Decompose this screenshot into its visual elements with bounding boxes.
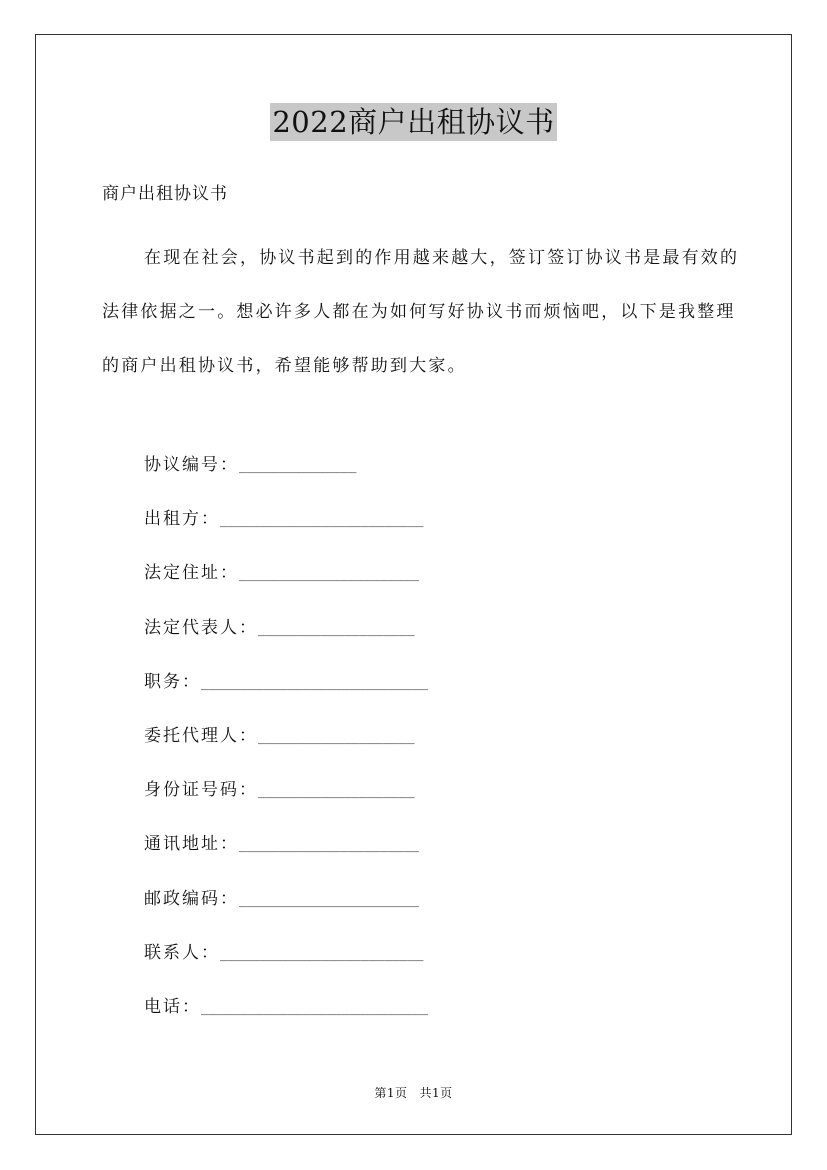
form-fields bbox=[144, 450, 428, 1046]
field-agent bbox=[144, 721, 428, 775]
fill-blank: _______________________ bbox=[239, 567, 420, 583]
field-label: 通讯地址： bbox=[144, 834, 239, 855]
field-lessor bbox=[144, 504, 428, 558]
field-mailing-address bbox=[144, 829, 428, 883]
field-label: 法定代表人： bbox=[144, 617, 258, 638]
fill-blank: _____________________________ bbox=[201, 1000, 428, 1016]
field-agreement-number bbox=[144, 450, 428, 504]
field-label: 电话： bbox=[144, 996, 201, 1017]
fill-blank: _______________ bbox=[239, 459, 357, 474]
field-label: 协议编号： bbox=[144, 455, 239, 475]
fill-blank: __________________________ bbox=[220, 513, 424, 529]
field-label: 委托代理人： bbox=[144, 725, 258, 746]
field-label: 法定住址： bbox=[144, 563, 239, 584]
field-legal-representative bbox=[144, 613, 428, 667]
field-position bbox=[144, 667, 428, 721]
fill-blank: _____________________________ bbox=[201, 675, 428, 691]
field-label: 联系人： bbox=[144, 942, 220, 963]
document-title: 2022商户出租协议书 bbox=[272, 105, 555, 139]
field-label: 邮政编码： bbox=[144, 888, 239, 909]
page-number-total: 共1页 bbox=[419, 1086, 453, 1100]
page-number-current: 第1页 bbox=[374, 1086, 408, 1100]
field-id-number bbox=[144, 775, 428, 829]
field-label: 职务： bbox=[144, 671, 201, 692]
field-legal-address bbox=[144, 558, 428, 612]
field-postal-code bbox=[144, 884, 428, 938]
fill-blank: ____________________ bbox=[258, 729, 415, 745]
page-footer bbox=[0, 1083, 827, 1103]
field-phone bbox=[144, 992, 428, 1046]
fill-blank: __________________________ bbox=[220, 946, 424, 962]
document-subtitle: 商户出租协议书 bbox=[102, 184, 228, 204]
fill-blank: ____________________ bbox=[258, 621, 415, 637]
field-label: 身份证号码： bbox=[144, 780, 258, 801]
intro-paragraph: 在现在社会，协议书起到的作用越来越大，签订签订协议书是最有效的法律依据之一。想必许多人都在为如何写好协议书而烦恼吧，以下是我整理的商户出租协议书，希望能够帮助到大家。 bbox=[102, 248, 740, 376]
fill-blank: _______________________ bbox=[239, 892, 420, 908]
field-label: 出租方： bbox=[144, 509, 220, 530]
fill-blank: ____________________ bbox=[258, 784, 415, 800]
fill-blank: _______________________ bbox=[239, 838, 420, 854]
title-container bbox=[0, 103, 827, 141]
field-contact-person bbox=[144, 938, 428, 992]
